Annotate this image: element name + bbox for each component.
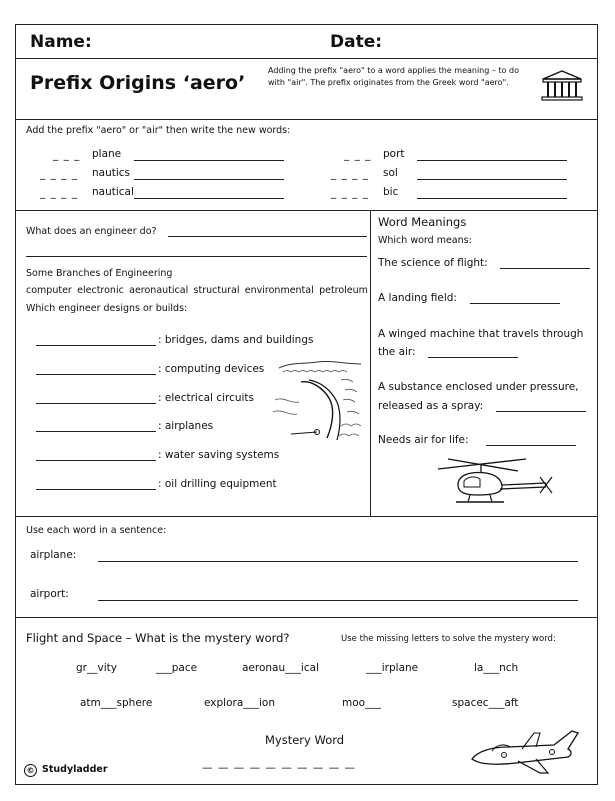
word-suffix: nautical bbox=[92, 186, 134, 198]
prefix-blank[interactable]: _ _ _ _ bbox=[331, 187, 370, 199]
answer-line[interactable] bbox=[168, 236, 367, 237]
dam-illustration bbox=[271, 360, 366, 446]
sentence-word: airport: bbox=[30, 588, 69, 600]
branches-list bbox=[26, 285, 368, 296]
answer-line[interactable] bbox=[134, 160, 284, 161]
worksheet bbox=[15, 24, 598, 785]
title-description: Adding the prefix "aero" to a word applies the meaning – to do with "air". The prefix originates from the Greek word "aero". bbox=[268, 66, 519, 87]
jet-plane-illustration bbox=[468, 725, 580, 777]
answer-line[interactable] bbox=[98, 600, 578, 601]
answer-line[interactable] bbox=[36, 374, 156, 375]
answer-line[interactable] bbox=[417, 160, 567, 161]
answer-line[interactable] bbox=[134, 179, 284, 180]
meaning-question: The science of flight: bbox=[378, 257, 488, 269]
answer-line[interactable] bbox=[36, 345, 156, 346]
answer-line[interactable] bbox=[36, 460, 156, 461]
design-item: : computing devices bbox=[158, 363, 265, 375]
mystery-word: moo___ bbox=[342, 697, 381, 709]
branch-word: structural bbox=[193, 285, 240, 296]
divider bbox=[16, 516, 597, 517]
word-suffix: sol bbox=[383, 167, 398, 179]
divider bbox=[16, 119, 597, 120]
answer-line[interactable] bbox=[417, 198, 567, 199]
mystery-word: explora___ion bbox=[204, 697, 275, 709]
branch-word: petroleum bbox=[319, 285, 368, 296]
design-item: : oil drilling equipment bbox=[158, 478, 277, 490]
branches-heading: Some Branches of Engineering bbox=[26, 268, 173, 279]
meaning-question: A winged machine that travels through bbox=[378, 328, 584, 340]
mystery-word: la___nch bbox=[474, 662, 519, 674]
divider bbox=[16, 617, 597, 618]
answer-line[interactable] bbox=[496, 411, 586, 412]
mystery-word: gr__vity bbox=[76, 662, 117, 674]
design-item: : water saving systems bbox=[158, 449, 280, 461]
prefix-blank[interactable]: _ _ _ _ bbox=[331, 168, 370, 180]
answer-line[interactable] bbox=[36, 431, 156, 432]
prefix-blank[interactable]: _ _ _ bbox=[344, 149, 372, 161]
answer-line[interactable] bbox=[486, 445, 576, 446]
branch-word: computer bbox=[26, 285, 72, 296]
answer-line[interactable] bbox=[134, 198, 284, 199]
mystery-word: atm___sphere bbox=[80, 697, 153, 709]
page-title: Prefix Origins ‘aero’ bbox=[30, 72, 246, 94]
engineer-question: What does an engineer do? bbox=[26, 226, 157, 237]
brand-logo: Studyladder bbox=[42, 764, 108, 775]
word-suffix: bic bbox=[383, 186, 399, 198]
word-meanings-subheading: Which word means: bbox=[378, 235, 472, 246]
meaning-question: Needs air for life: bbox=[378, 434, 469, 446]
answer-line[interactable] bbox=[500, 268, 590, 269]
answer-line[interactable] bbox=[470, 303, 560, 304]
copyright-icon: © bbox=[24, 764, 37, 777]
meaning-question: the air: bbox=[378, 346, 416, 358]
prefix-blank[interactable]: _ _ _ _ bbox=[40, 187, 79, 199]
designs-heading: Which engineer designs or builds: bbox=[26, 303, 188, 314]
branch-word: environmental bbox=[244, 285, 314, 296]
sentence-instruction: Use each word in a sentence: bbox=[26, 525, 167, 536]
helicopter-illustration bbox=[434, 457, 556, 507]
mystery-word: spacec___aft bbox=[452, 697, 519, 709]
answer-line[interactable] bbox=[98, 561, 578, 562]
meaning-question: A substance enclosed under pressure, bbox=[378, 381, 579, 393]
name-label: Name: bbox=[30, 32, 92, 52]
column-divider bbox=[370, 210, 371, 516]
mystery-heading: Flight and Space – What is the mystery word? bbox=[26, 631, 290, 645]
mystery-word-label: Mystery Word bbox=[265, 733, 345, 747]
branch-word: electronic bbox=[77, 285, 124, 296]
answer-line[interactable] bbox=[36, 489, 156, 490]
word-meanings-heading: Word Meanings bbox=[378, 215, 467, 229]
mystery-instruction: Use the missing letters to solve the mystery word: bbox=[341, 634, 556, 644]
sentence-word: airplane: bbox=[30, 549, 77, 561]
design-item: : airplanes bbox=[158, 420, 214, 432]
prefix-instruction: Add the prefix "aero" or "air" then write the new words: bbox=[26, 125, 291, 136]
meaning-question: released as a spray: bbox=[378, 400, 484, 412]
mystery-word: ___irplane bbox=[366, 662, 419, 674]
prefix-blank[interactable]: _ _ _ bbox=[53, 149, 81, 161]
design-item: : electrical circuits bbox=[158, 392, 255, 404]
answer-line[interactable] bbox=[36, 403, 156, 404]
divider bbox=[16, 58, 597, 59]
mystery-word: aeronau___ical bbox=[242, 662, 319, 674]
answer-line[interactable] bbox=[417, 179, 567, 180]
divider bbox=[16, 210, 597, 211]
word-suffix: port bbox=[383, 148, 405, 160]
mystery-word: ___pace bbox=[156, 662, 198, 674]
answer-line[interactable] bbox=[26, 256, 367, 257]
meaning-question: A landing field: bbox=[378, 292, 457, 304]
design-item: : bridges, dams and buildings bbox=[158, 334, 314, 346]
mystery-answer-blanks[interactable]: — — — — — — — — — — bbox=[202, 762, 357, 774]
branch-word: aeronautical bbox=[129, 285, 189, 296]
prefix-blank[interactable]: _ _ _ _ bbox=[40, 168, 79, 180]
answer-line[interactable] bbox=[428, 357, 518, 358]
word-suffix: nautics bbox=[92, 167, 131, 179]
date-label: Date: bbox=[330, 32, 383, 52]
greek-temple-icon bbox=[540, 69, 584, 103]
word-suffix: plane bbox=[92, 148, 122, 160]
